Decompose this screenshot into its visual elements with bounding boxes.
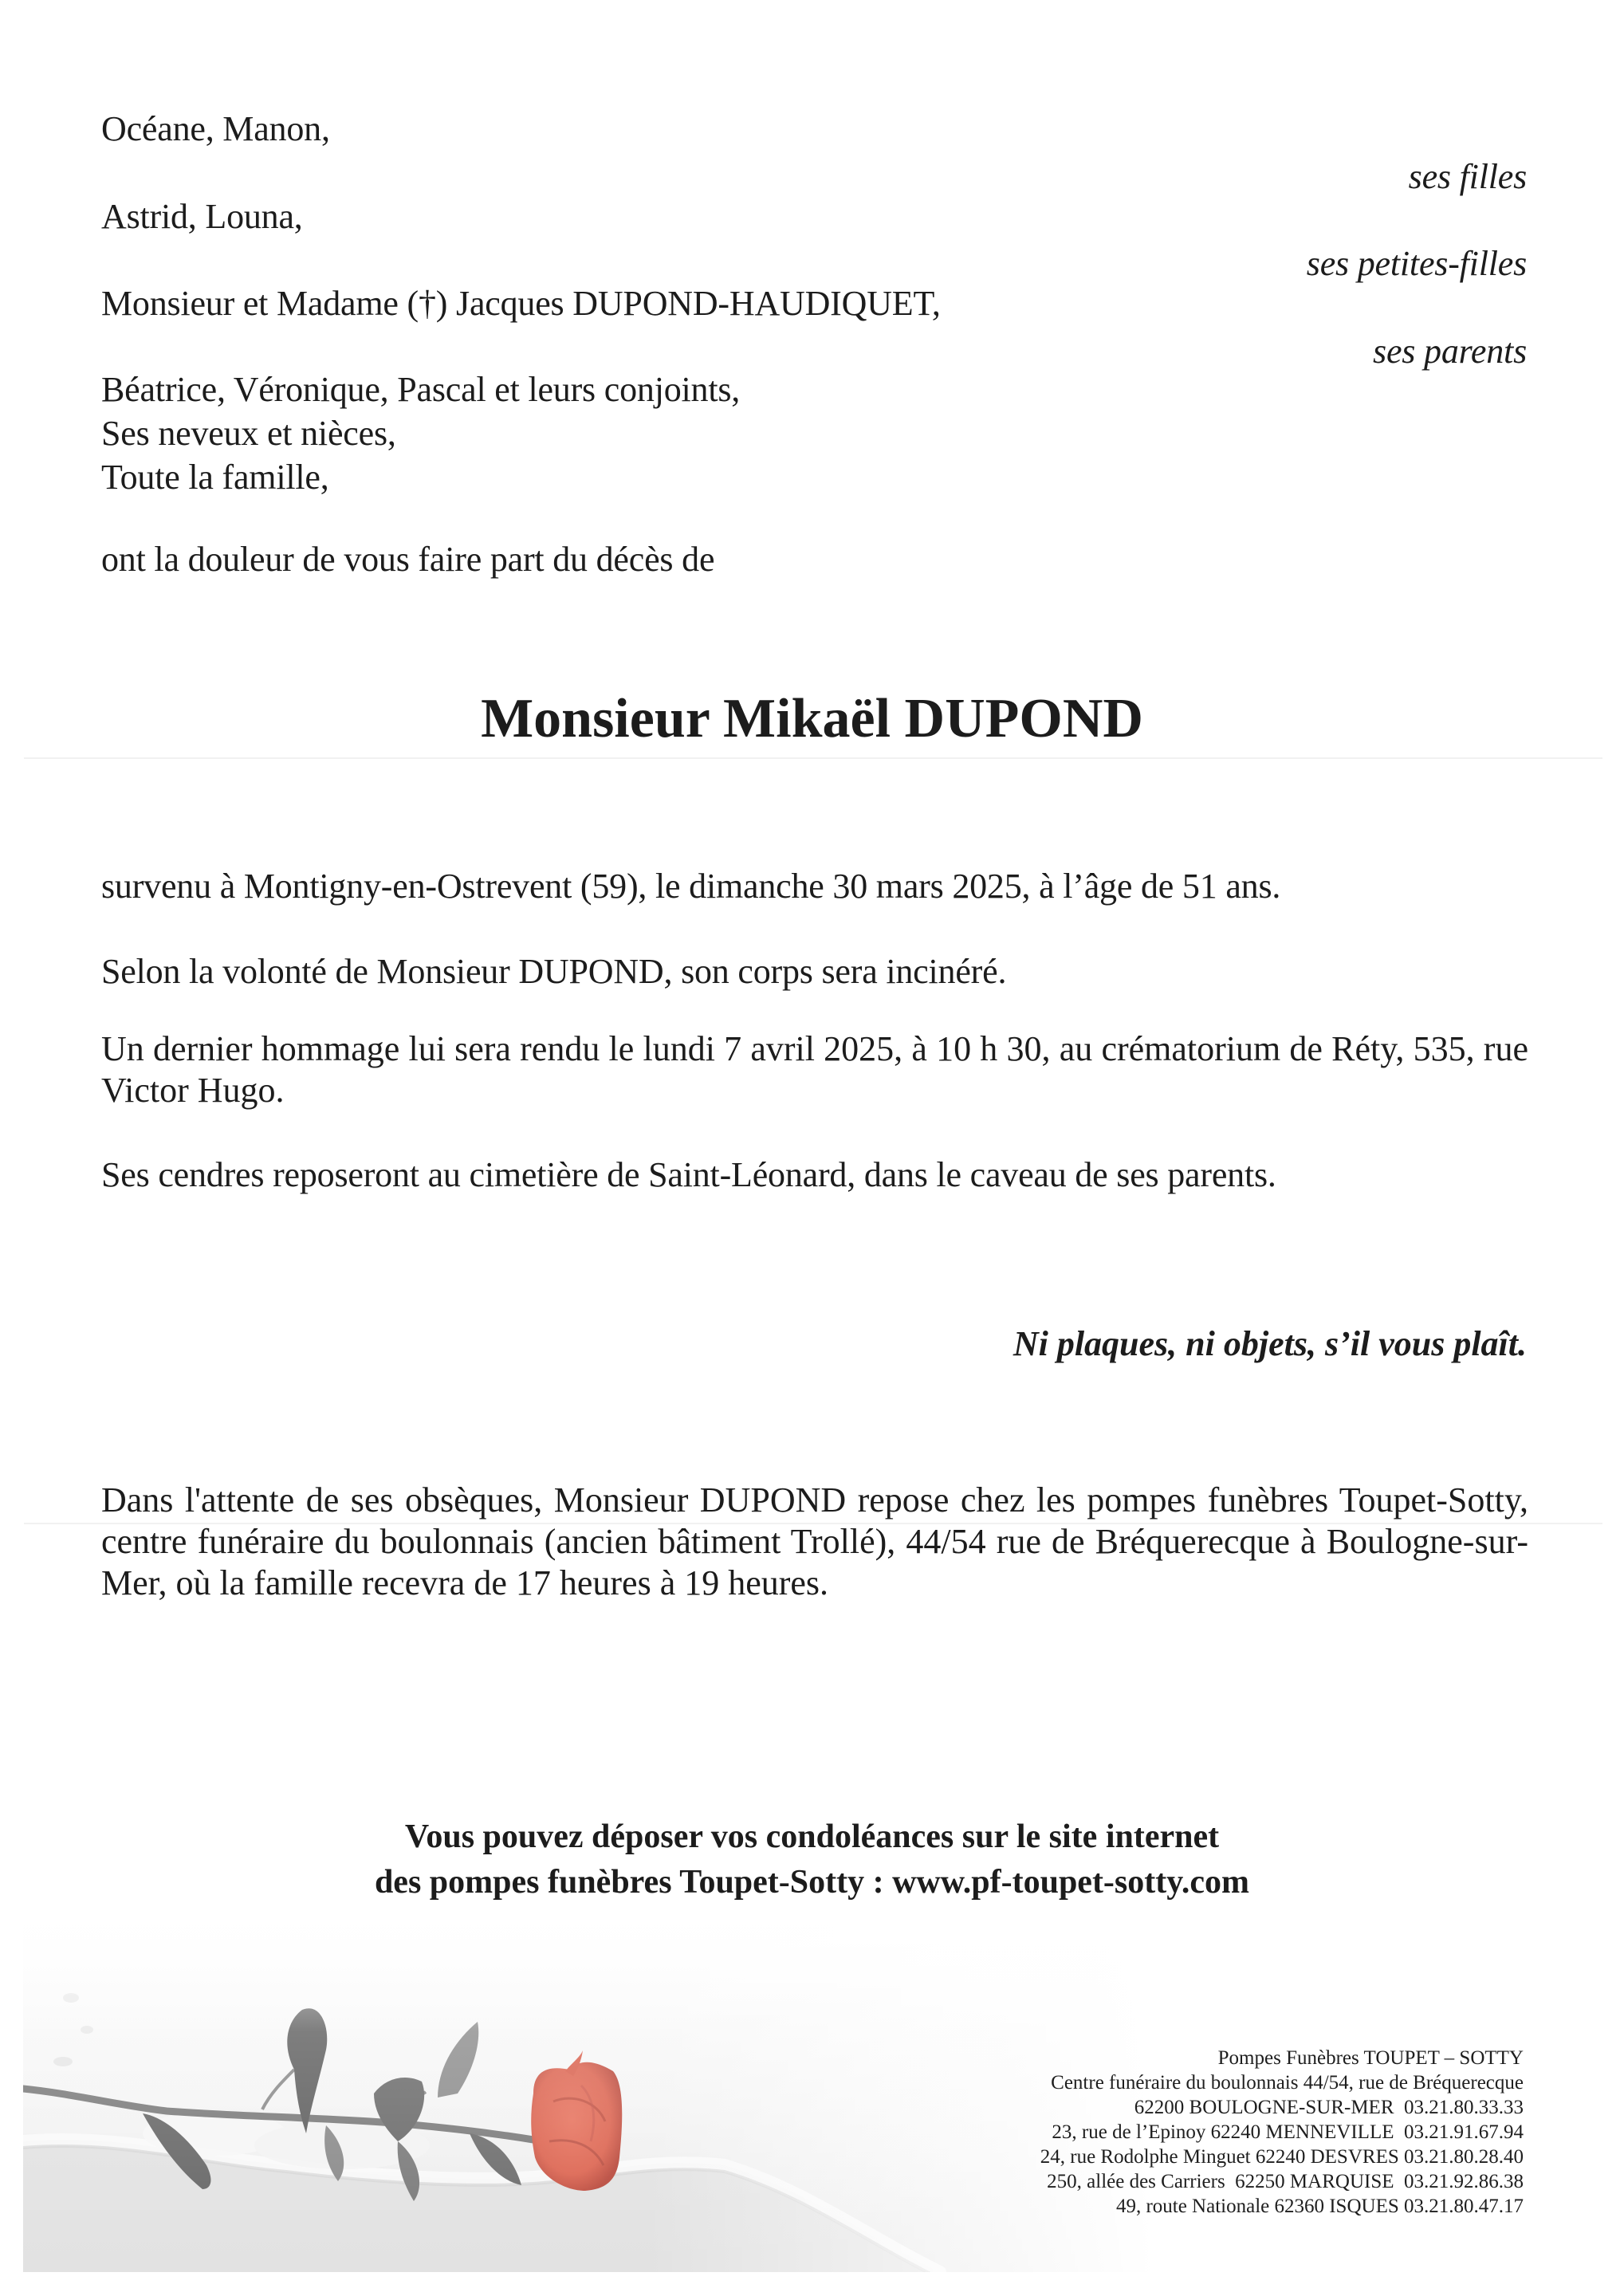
condolences-line-1: Vous pouvez déposer vos condoléances sur le site internet bbox=[404, 1818, 1220, 1855]
scan-artifact-line bbox=[24, 757, 1602, 759]
funeral-home-address: 24, rue Rodolphe Minguet 62240 DESVRES 03.21.80.28.40 bbox=[1040, 2146, 1524, 2168]
ashes-details: Ses cendres reposeront au cimetière de Saint-Léonard, dans le caveau de ses parents. bbox=[101, 1155, 1276, 1194]
deceased-name: Monsieur Mikaël DUPOND bbox=[481, 688, 1143, 749]
family-line-family: Toute la famille, bbox=[101, 458, 329, 497]
funeral-home-address: 23, rue de l’Epinoy 62240 MENNEVILLE 03.21.91.67.94 bbox=[1052, 2121, 1524, 2143]
funeral-home-name: Pompes Funèbres TOUPET – SOTTY bbox=[1217, 2047, 1524, 2069]
family-line-granddaughters: Astrid, Louna, bbox=[101, 197, 303, 236]
rose-on-beach-image bbox=[23, 1902, 1155, 2272]
family-line-siblings: Béatrice, Véronique, Pascal et leurs conjoints, bbox=[101, 370, 741, 409]
death-details: survenu à Montigny-en-Ostrevent (59), le dimanche 30 mars 2025, à l’âge de 51 ans. bbox=[101, 867, 1281, 906]
relation-label-parents: ses parents bbox=[1373, 332, 1527, 371]
relation-label-daughters: ses filles bbox=[1408, 157, 1527, 196]
condolences-line-2: des pompes funèbres Toupet-Sotty : www.pf-toupet-sotty.com bbox=[374, 1864, 1250, 1901]
funeral-home-address: Centre funéraire du boulonnais 44/54, rue de Bréquerecque bbox=[1051, 2072, 1524, 2094]
family-line-daughters: Océane, Manon, bbox=[101, 109, 330, 148]
no-plaques-notice: Ni plaques, ni objets, s’il vous plaît. bbox=[1013, 1324, 1527, 1363]
announcement-intro: ont la douleur de vous faire part du décès de bbox=[101, 540, 715, 579]
family-line-nephews: Ses neveux et nièces, bbox=[101, 414, 396, 453]
funeral-home-address: 62200 BOULOGNE-SUR-MER 03.21.80.33.33 bbox=[1134, 2097, 1524, 2118]
relation-label-granddaughters: ses petites-filles bbox=[1306, 244, 1527, 283]
visitation-details: Dans l'attente de ses obsèques, Monsieur DUPOND repose chez les pompes funèbres Toupet-Sotty, centre funéraire du boulonnais (ancien bâtiment Trollé), 44/54 rue de Bréquerecque à Boulogne-sur-Mer, où la famille recevra de 17 heures à 19 heures. bbox=[101, 1480, 1528, 1602]
family-line-parents: Monsieur et Madame (†) Jacques DUPOND-HAUDIQUET, bbox=[101, 284, 941, 323]
funeral-home-address: 49, route Nationale 62360 ISQUES 03.21.80.47.17 bbox=[1115, 2196, 1524, 2217]
funeral-home-addresses bbox=[1040, 2046, 1524, 2219]
cremation-wish: Selon la volonté de Monsieur DUPOND, son corps sera incinéré. bbox=[101, 952, 1007, 991]
funeral-home-address: 250, allée des Carriers 62250 MARQUISE 03.21.92.86.38 bbox=[1047, 2171, 1524, 2192]
tribute-details: Un dernier hommage lui sera rendu le lundi 7 avril 2025, à 10 h 30, au crématorium de Réty, 535, rue Victor Hugo. bbox=[101, 1029, 1528, 1110]
